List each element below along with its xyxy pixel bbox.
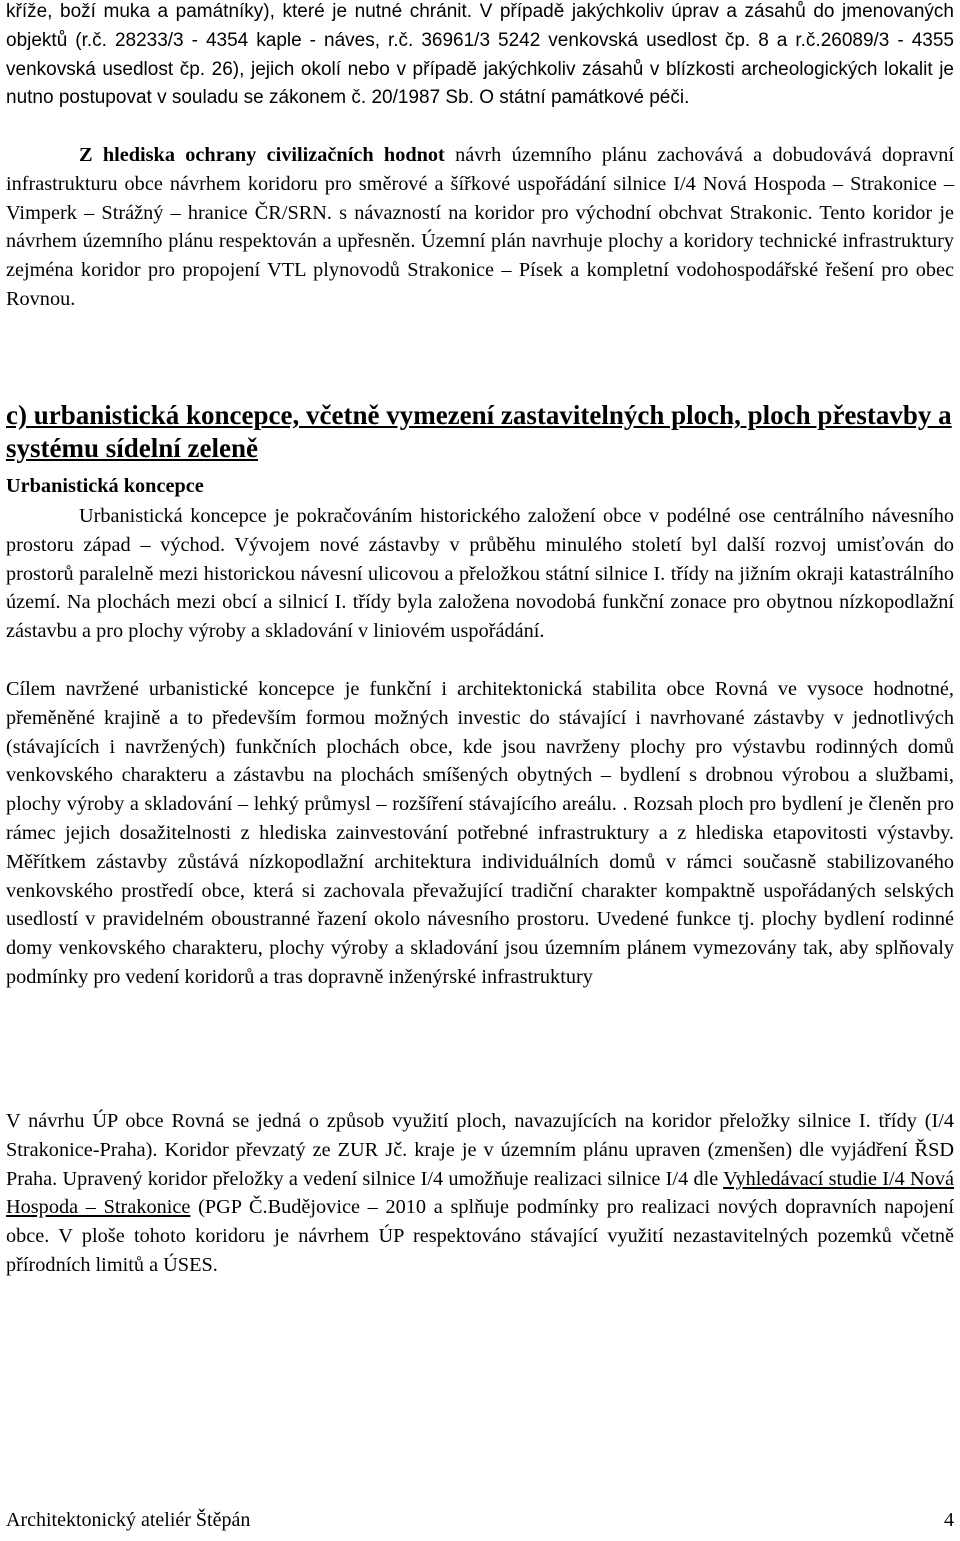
section-heading: c) urbanistická koncepce, včetně vymezení zastavitelných ploch, ploch přestavby a systému sídelní zeleně [6,400,952,463]
corridor-paragraph [6,1107,954,1280]
corridor-text-after: (PGP Č.Budějovice – 2010 a splňuje podmínky pro realizaci nových dopravních napojení obce. V ploše tohoto koridoru je návrhem ÚP respektováno stávající využití nezastavitelných pozemků včetně přírodních limitů a ÚSES. [6,1196,954,1276]
page-number: 4 [944,1509,954,1531]
civil-values-text: návrh územního plánu zachovává a dobudovává dopravní infrastrukturu obce návrhem koridoru pro směrové a šířkové uspořádání silnice I/4 Nová Hospoda – Strakonice – Vimperk – Strážný – hranice ČR/SRN. s návazností na koridor pro východní obchvat Strakonic. Tento koridor je návrhem územního plánu respektován a upřesněn. Územní plán navrhuje plochy a koridory technické infrastruktury zejména koridor pro propojení VTL plynovodů Strakonice – Písek a kompletní vodohospodářské řešení pro obec Rovnou. [6,144,954,310]
study-reference: Vyhledávací studie I/4 Nová Hospoda – Strakonice [6,1167,954,1219]
page-footer [6,1507,954,1533]
civil-values-paragraph [6,141,954,314]
goal-paragraph: Cílem navržené urbanistické koncepce je funkční i architektonická stabilita obce Rovná ve vysoce hodnotné, přeměněné krajině a to především formou možných investic do stávající i navrhované zástavby v jednotlivých (stávajících i navržených) funkčních plochách obce, kde jsou navrženy plochy pro výstavbu rodinných domů venkovského charakteru a zástavbu na plochách smíšených obytných – bydlení s drobnou výrobou a službami, plochy výroby a skladování – lehký průmysl – rozšíření stávajícího areálu. . Rozsah ploch pro bydlení je členěn pro rámec jejich dosažitelnosti z hlediska zainvestování potřebné infrastruktury a z hlediska etapovitosti výstavby. Měřítkem zástavby zůstává nízkopodlažní architektura individuálních domů v rámci současně stabilizovaného venkovského prostředí obce, která si zachovala převažující tradiční charakter kompaktně uspořádaných selských usedlostí v pravidelném oboustranné řazení okolo návesního prostoru. Uvedené funkce tj. plochy bydlení rodinné domy venkovského charakteru, plochy výroby a skladování jsou územním plánem vymezovány tak, aby splňovaly podmínky pro vedení koridorů a tras dopravně inženýrské infrastruktury [6,678,954,988]
corridor-text-before: V návrhu ÚP obce Rovná se jedná o způsob využití ploch, navazujících na koridor přeložky silnice I. třídy (I/4 Strakonice-Praha). Koridor převzatý ze ZUR Jč. kraje je v územním plánu upraven (zmenšen) dle vyjádření ŘSD Praha. Upravený koridor přeložky a vedení silnice I/4 umožňuje realizaci silnice I/4 dle [6,1110,954,1190]
footer-author: Architektonický ateliér Štěpán [6,1509,251,1531]
intro-paragraph [6,0,954,113]
intro-lead-text: kříže, boží muka a památníky), které je nutné chránit. V případě jakýchkoliv úprav a zásahů do jmenovaných objektů (r.č. 28233/3 - 4354 kaple - náves, r.č. 36961/3 5242 venkovská usedlost čp. 8 a r.č.26089/3 - 4355 venkovská usedlost čp. 26), jejich okolí nebo v případě jakýchkoliv zásahů v blízkosti archeologických lokalit je nutno postupovat v souladu se zákonem č. 20/1987 Sb. O státní památkové péči. [6,1,954,109]
urban-concept-paragraph: Urbanistická koncepce je pokračováním historického založení obce v podélné ose centrálního návesního prostoru západ – východ. Vývojem nové zástavby v průběhu minulého století byl další rozvoj umisťován do prostorů paralelně mezi historickou návesní ulicovou a přeložkou státní silnice I. třídy na jižním okraji katastrálního území. Na plochách mezi obcí a silnicí I. třídy byla založena novodobá funkční zonace pro obytnou nízkopodlažní zástavbu a pro plochy výroby a skladování v liniovém uspořádání. [6,505,954,643]
section-subheading: Urbanistická koncepce [6,475,204,497]
civil-values-lead: Z hlediska ochrany civilizačních hodnot [79,144,445,166]
